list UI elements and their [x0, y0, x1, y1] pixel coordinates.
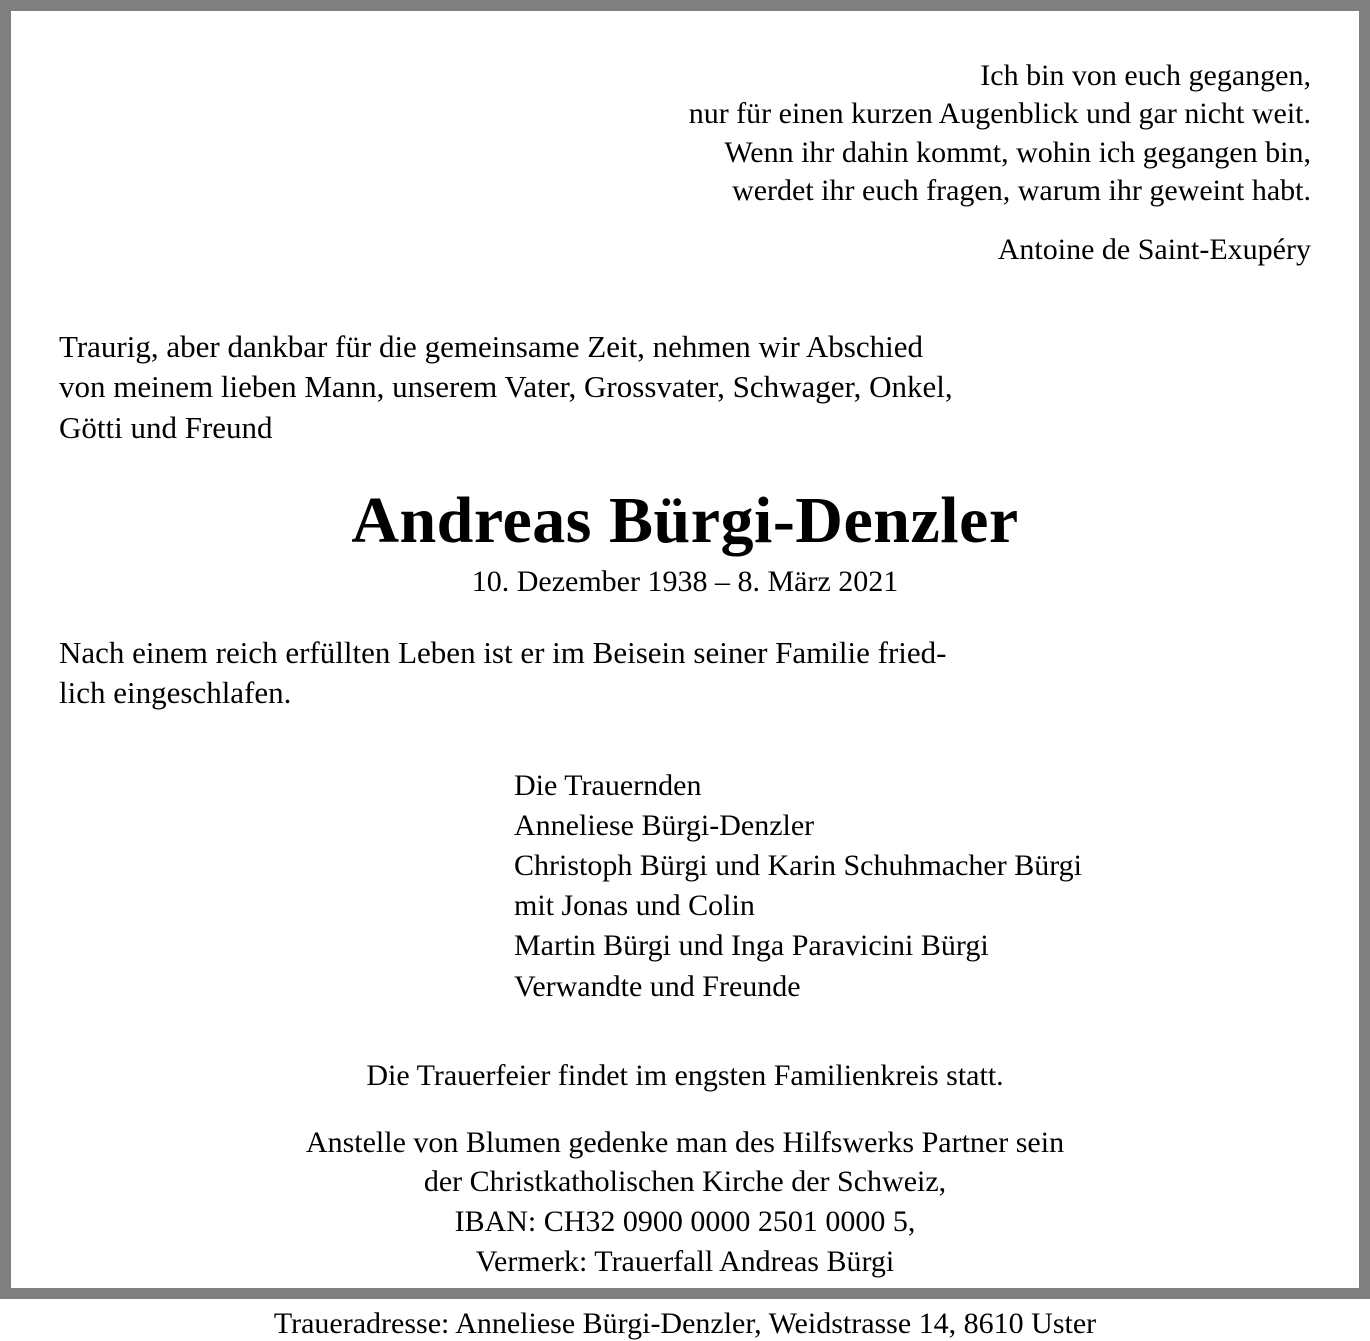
donation-line-2: der Christkatholischen Kirche der Schweiz, [423, 1165, 947, 1199]
poem-author: Antoine de Saint-Exupéry [997, 232, 1311, 266]
donation-line-1: Anstelle von Blumen gedenke man des Hilfswerks Partner sein [305, 1125, 1065, 1159]
deceased-name: Andreas Bürgi-Denzler [351, 483, 1019, 557]
poem-line-4: werdet ihr euch fragen, warum ihr geweint habt. [732, 174, 1311, 208]
mourner-3: mit Jonas und Colin [514, 889, 755, 923]
poem-line-3: Wenn ihr dahin kommt, wohin ich gegangen bin, [724, 135, 1311, 169]
donation-block [59, 1123, 1311, 1281]
service-info: Die Trauerfeier findet im engsten Familienkreis statt. [366, 1058, 1004, 1092]
mourner-1: Anneliese Bürgi-Denzler [514, 808, 815, 842]
mourner-4: Martin Bürgi und Inga Paravicini Bürgi [514, 929, 989, 963]
mourner-5: Verwandte und Freunde [514, 969, 801, 1003]
donation-reference: Vermerk: Trauerfall Andreas Bürgi [475, 1244, 895, 1278]
mourners-heading: Die Trauernden [514, 768, 702, 802]
deceased-dates: 10. Dezember 1938 – 8. März 2021 [471, 565, 899, 599]
intro-line-3: Götti und Freund [59, 409, 273, 445]
donation-iban: IBAN: CH32 0900 0000 2501 0000 5, [454, 1205, 916, 1239]
poem-line-2: nur für einen kurzen Augenblick und gar nicht weit. [688, 97, 1311, 131]
passing-line-2: lich eingeschlafen. [59, 675, 292, 711]
intro-line-2: von meinem lieben Mann, unserem Vater, Grossvater, Schwager, Onkel, [59, 369, 953, 405]
passing-line-1: Nach einem reich erfüllten Leben ist er im Beisein seiner Familie fried- [59, 635, 947, 671]
poem-line-1: Ich bin von euch gegangen, [980, 59, 1311, 92]
intro-line-1: Traurig, aber dankbar für die gemeinsame Zeit, nehmen wir Abschied [59, 328, 924, 364]
passing-block [59, 633, 1311, 714]
poem-block [59, 57, 1311, 269]
mourners-block [514, 766, 1311, 1007]
mourning-address: Traueradresse: Anneliese Bürgi-Denzler, Weidstrasse 14, 8610 Uster [273, 1307, 1097, 1341]
mourner-2: Christoph Bürgi und Karin Schuhmacher Bürgi [514, 849, 1083, 883]
intro-block [59, 327, 1311, 448]
